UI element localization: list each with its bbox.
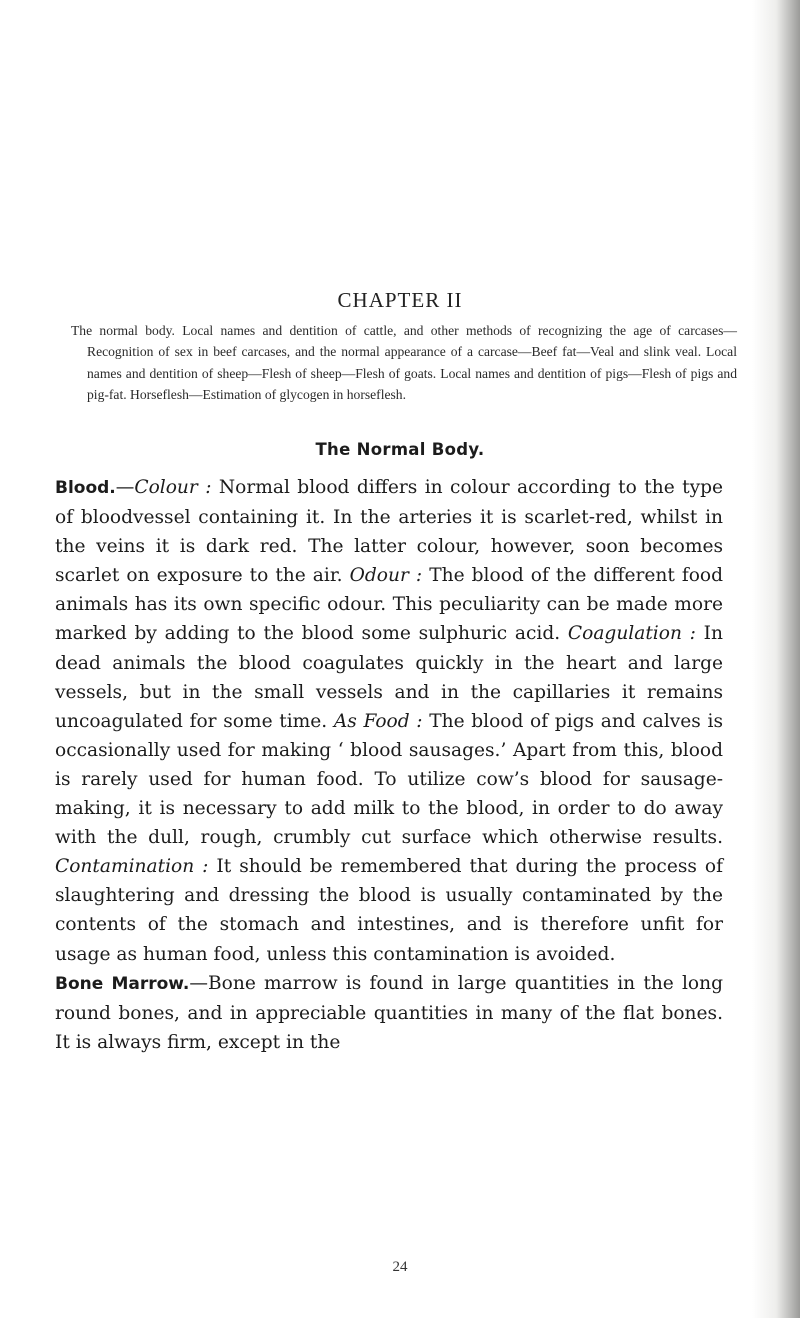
subheading-colour: Colour :: [134, 477, 212, 498]
odour-text: The blood of the different food animals has its own specific odour. This peculiarity can be made more marked by adding to the blood some sulphuric acid.: [55, 565, 723, 645]
body-text: [55, 473, 723, 1057]
subheading-as-food: As Food :: [333, 710, 423, 732]
contamination-text: It should be remembered that during the process of slaughtering and dressing the blood is usually contaminated by the contents of the stomach and intestines, and is therefore unfit for usage as human food, unless this contamination is avoided.: [55, 856, 723, 965]
subheading-contamination: Contamination :: [55, 856, 209, 878]
bone-marrow-text: Bone marrow is found in large quantities in the long round bones, and in appreciable quantities in many of the flat bones. It is always firm, except in the: [55, 972, 724, 1053]
page-number: 24: [392, 1259, 408, 1275]
chapter-summary: The normal body. Local names and dentition of cattle, and other methods of recognizing the age of carcases—Recognition of sex in beef carcases, and the normal appearance of a carcase—Beef fat—Veal and slink veal. Local names and dentition of sheep—Flesh of sheep—Flesh of goats. Local names and dentition of pigs—Flesh of pigs and pig-fat. Horseflesh—Estimation of glycogen in horseflesh.: [71, 323, 737, 403]
section-heading: The Normal Body.: [315, 440, 485, 459]
run-in-heading-blood: Blood.: [55, 478, 116, 498]
subheading-coagulation: Coagulation :: [567, 623, 696, 645]
run-in-heading-bone-marrow: Bone Marrow.: [55, 973, 190, 994]
coagulation-text: In dead animals the blood coagulates quickly in the heart and large vessels, but in the small vessels and in the capillaries it remains uncoagulated for some time.: [55, 623, 723, 732]
chapter-title: CHAPTER II: [337, 288, 463, 312]
colour-text: Normal blood differs in colour according to the type of bloodvessel containing it. In the arteries it is scarlet-red, whilst in the veins it is dark red. The latter colour, however, soon becomes scarlet on exposure to the air.: [55, 477, 723, 587]
subheading-odour: Odour :: [349, 565, 423, 587]
as-food-text: The blood of pigs and calves is occasionally used for making ‘ blood sausages.’ Apart from this, blood is rarely used for human food. To utilize cow’s blood for sausage-making, it is necessary to add milk to the blood, in order to do away with the dull, rough, crumbly cut surface which otherwise results.: [55, 710, 723, 849]
paragraph-bone-marrow: Bone Marrow.—Bone marrow is found in large quantities in the long round bones, and in appreciable quantities in many of the flat bones. It is always firm, except in the: [55, 972, 724, 1053]
paragraph-blood: Blood.—Colour : Normal blood differs in colour according to the type of bloodvessel containing it. In the arteries it is scarlet-red, whilst in the veins it is dark red. The latter colour, however, soon becomes scarlet on exposure to the air. Odour : The blood of the different food animals has its own specific odour. This peculiarity can be made more marked by adding to the blood some sulphuric acid. Coagulation : In dead animals the blood coagulates quickly in the heart and large vessels, but in the small vessels and in the capillaries it remains uncoagulated for some time. As Food : The blood of pigs and calves is occasionally used for making ‘ blood sausages.’ Apart from this, blood is rarely used for human food. To utilize cow’s blood for sausage-making, it is necessary to add milk to the blood, in order to do away with the dull, rough, crumbly cut surface which otherwise results. Contamination : It should be remembered that during the process of slaughtering and dressing the blood is usually contaminated by the contents of the stomach and intestines, and is therefore unfit for usage as human food, unless this contamination is avoided.: [55, 477, 723, 965]
